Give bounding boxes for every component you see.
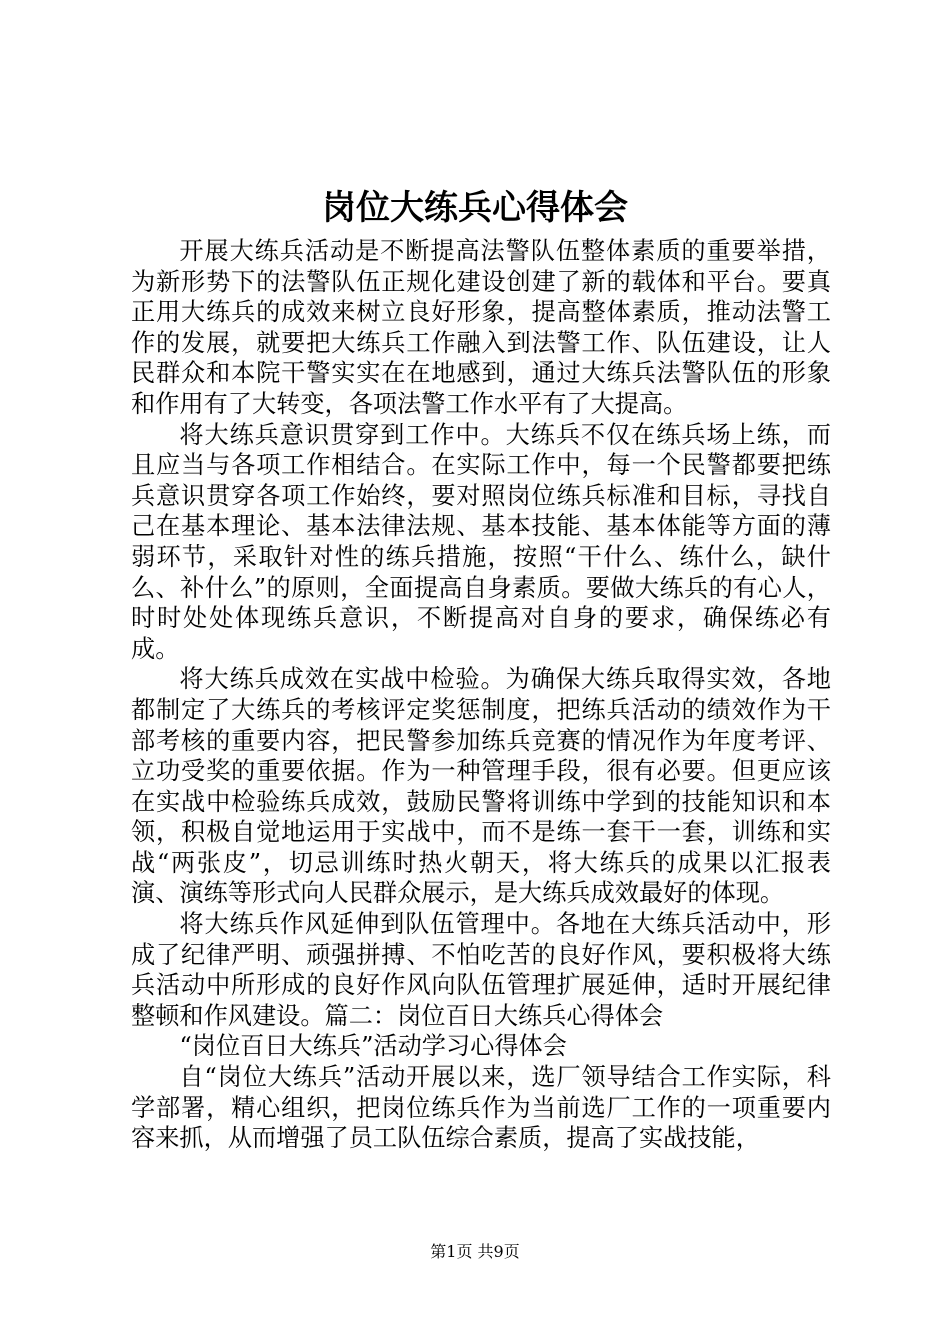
paragraph-6: 自“岗位大练兵”活动开展以来，选厂领导结合工作实际，科学部署，精心组织，把岗位练兵作为当前选厂工作的一项重要内容来抓，从而增强了员工队伍综合素质，提高了实战技能， [131,1063,831,1153]
paragraph-2: 将大练兵意识贯穿到工作中。大练兵不仅在练兵场上练，而且应当与各项工作相结合。在实际工作中，每一个民警都要把练兵意识贯穿各项工作始终，要对照岗位练兵标准和目标，寻找自己在基本理论、基本法律法规、基本技能、基本体能等方面的薄弱环节，采取针对性的练兵措施，按照“干什么、练什么，缺什么、补什么”的原则，全面提高自身素质。要做大练兵的有心人，时时处处体现练兵意识，不断提高对自身的要求，确保练必有成。 [131,420,831,663]
paragraph-4: 将大练兵作风延伸到队伍管理中。各地在大练兵活动中，形成了纪律严明、顽强拼搏、不怕吃苦的良好作风，要积极将大练兵活动中所形成的良好作风向队伍管理扩展延伸，适时开展纪律整顿和作风建设。篇二：岗位百日大练兵心得体会 [131,910,831,1030]
document-body [131,236,831,1154]
page-footer: 第1页 共9页 [430,1242,520,1261]
paragraph-1: 开展大练兵活动是不断提高法警队伍整体素质的重要举措，为新形势下的法警队伍正规化建设创建了新的载体和平台。要真正用大练兵的成效来树立良好形象，提高整体素质，推动法警工作的发展，就要把大练兵工作融入到法警工作、队伍建设，让人民群众和本院干警实实在在地感到，通过大练兵法警队伍的形象和作用有了大转变，各项法警工作水平有了大提高。 [131,237,831,418]
document-title: 岗位大练兵心得体会 [322,188,628,228]
paragraph-3: 将大练兵成效在实战中检验。为确保大练兵取得实效，各地都制定了大练兵的考核评定奖惩制度，把练兵活动的绩效作为干部考核的重要内容，把民警参加练兵竞赛的情况作为年度考评、立功受奖的重要依据。作为一种管理手段，很有必要。但更应该在实战中检验练兵成效，鼓励民警将训练中学到的技能知识和本领，积极自觉地运用于实战中，而不是练一套干一套，训练和实战“两张皮”，切忌训练时热火朝天，将大练兵的成果以汇报表演、演练等形式向人民群众展示，是大练兵成效最好的体现。 [131,665,831,908]
paragraph-5-heading: “岗位百日大练兵”活动学习心得体会 [179,1032,567,1061]
